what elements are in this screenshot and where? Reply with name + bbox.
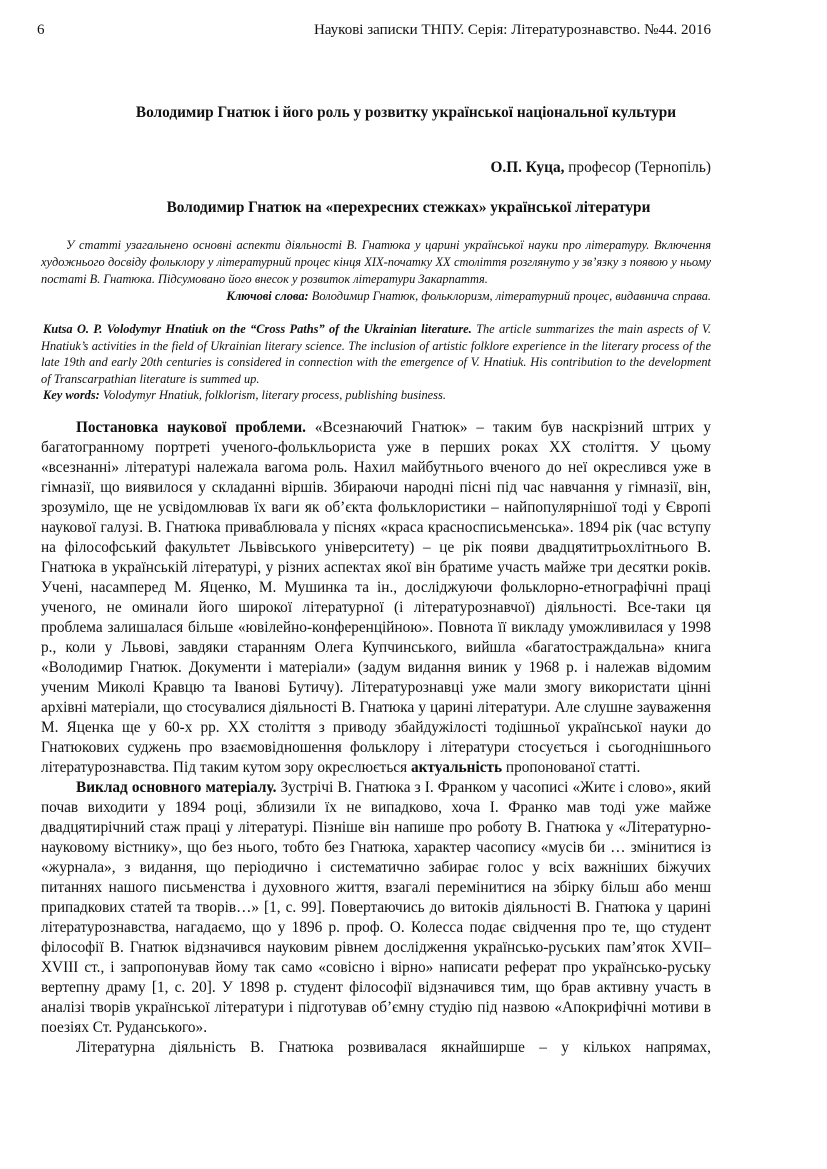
relevance-term: актуальність — [410, 758, 503, 776]
journal-title: Наукові записки ТНПУ. Серія: Літературознавство. №44. 2016 — [313, 22, 711, 38]
keywords-english — [41, 387, 711, 404]
section-title: Володимир Гнатюк і його роль у розвитку української національної культури — [135, 104, 677, 121]
keywords-english-label: Key words: — [43, 388, 100, 402]
paragraph-problem-head: Постановка наукової проблеми. — [76, 418, 306, 436]
abstract-english-head: Kutsa O. P. Volodymyr Hnatiuk on the “Cross Paths” of the Ukrainian literature. — [43, 322, 472, 336]
article-title: Володимир Гнатюк на «перехресних стежках» української літератури — [166, 199, 651, 216]
abstract-ukrainian-text: У статті узагальнено основні аспекти діяльності В. Гнатюка у царині української науки про літературу. Включення художнього досвіду фольклору у літературний процес кінця ХІХ-початку ХХ століття розглянуто у зв’язку з появою у ньому постаті В. Гнатюка. Підсумовано його внесок у розвиток літератури Закарпаття. — [41, 238, 711, 286]
paragraph-activity: Літературна діяльність В. Гнатюка розвивалася якнайширше – у кількох напрямах, — [76, 1038, 711, 1056]
paragraph-main-text: Зустрічі В. Гнатюка з І. Франком у часописі «Житє і слово», який почав виходити у 1894 році, зблизили їх не випадково, хоча І. Франко мав тоді уже майже двадцятирічний стаж праці у літературі. Пізніше він напише про роботу В. Гнатюка у «Літературно-науковому вістнику», що без нього, тобто без Гнатюка, характер часопису «мусів би … змінитися із «журнала», з видання, що періодично і систематично забирає голос у всіх важніших біжучих питаннях нашого письменства і духовного життя, взагалі перемінитися на збірку більш або менш припадкових статей та творів…» [1, с. 99]. Повертаючись до витоків діяльності В. Гнатюка у царині літературознавства, нагадаємо, що у 1896 р. проф. О. Колесса подає свідчення про те, що студент філософії В. Гнатюк відзначився науковим рівнем дослідження українсько-руських пам’яток XVII–XVIII ст., і запропонував йому так само «совісно і вірно» написати реферат про українсько-руську вертепну драму [1, с. 20]. У 1898 р. студент філософії відзначився тим, що брав активну участь в аналізі творів української літератури і підготував об’ємну студію під назвою «Апокрифічні мотиви в поезіях Ст. Руданського». — [41, 778, 711, 1036]
author-name: О.П. Куца, — [490, 159, 565, 176]
paragraph-problem — [41, 418, 711, 778]
abstract-english — [41, 321, 711, 404]
page — [37, 20, 711, 1058]
keywords-english-list: Volodymyr Hnatiuk, folklorism, literary process, publishing business. — [99, 388, 446, 402]
paragraph-problem-end: пропонованої статті. — [502, 758, 641, 776]
abstract-english-paragraph — [41, 321, 711, 387]
abstract-ukrainian — [41, 237, 711, 305]
page-number: 6 — [37, 22, 45, 38]
author-role: професор (Тернопіль) — [564, 159, 711, 176]
paragraph-main — [41, 778, 711, 1038]
keywords-ukrainian — [41, 288, 711, 305]
paragraph-main-head: Виклад основного матеріалу. — [76, 778, 277, 796]
keywords-label: Ключові слова: — [226, 289, 309, 303]
keywords-list: Володимир Гнатюк, фольклоризм, літературний процес, видавнича справа. — [308, 289, 711, 303]
author-line — [41, 158, 711, 178]
abstract-english-text: The article summarizes the main aspects of V. Hnatiuk’s activities in the field of Ukrainian literary science. The inclusion of artistic folklore experience in the literary process of the late 19th and early 20th centuries is considered in connection with the emergence of V. Hnatiuk. His contribution to the development of Transcarpathian literature is summed up. — [41, 322, 711, 386]
article-body — [41, 418, 711, 1058]
running-header — [37, 20, 711, 40]
paragraph-problem-text: «Всезнаючий Гнатюк» – таким був наскрізний штрих у багатогранному портреті ученого-фолькльориста уже в перших роках ХХ століття. У цьому «всезнанні» літературі належала вагома роль. Нахил майбутнього вченого до неї окреслився уже в гімназії, що виявилося у складанні віршів. Збираючи народні пісні під час навчання у гімназії, він, зрозуміло, ще не усвідомлював їх ваги як об’єкта фольклористики – найпопулярнішої тоді у Європі наукової галузі. В. Гнатюка приваблювала у піснях «краса красносписьменська». 1894 рік (час вступу на філософський факультет Львівського університету) – це рік появи двадцятитрьохлітнього В. Гнатюка в українській літературі, у різних аспектах якої він братиме участь майже три десятки років. Учені, насамперед М. Яценко, М. Мушинка та ін., досліджуючи фольклорно-етнографічні праці ученого, не оминали його широкої літературної (і літературознавчої) діяльності. Все-таки ця проблема залишалася більше «ювілейно-конференційною». Повнота її викладу уможливилася у 1998 р., коли у Львові, завдяки старанням Олега Купчинського, вийшла «багатостраждальна» книга «Володимир Гнатюк. Документи і матеріали» (задум видання виник у 1968 р. і належав відомим ученим Миколі Кравцю та Іванові Бутичу). Літературознавці уже мали змогу використати цінні архівні матеріали, що стосувалися діяльності В. Гнатюка у царині літератури. Але слушне зауваження М. Яценка ще у 60-х рр. ХХ століття з приводу збайдужілості тодішньої української науки до Гнатюкових суджень про взаємовідношення фольклору і літератури стосується і сьогоднішнього літературознавства. Під таким кутом зору окреслюється — [41, 418, 711, 776]
